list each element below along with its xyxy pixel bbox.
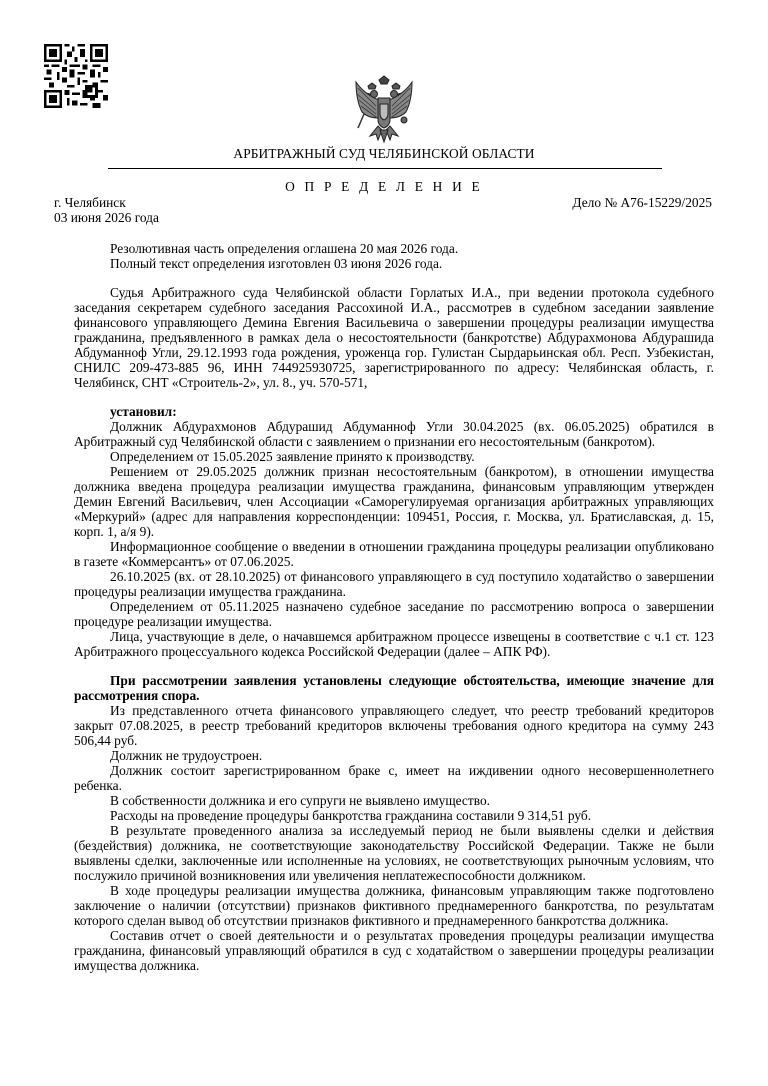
paragraph: Из представленного отчета финансового управляющего следует, что реестр требований кредиторов закрыт 07.08.2025, в реестр требований кредиторов включены требования одного кредитора на сумму 243 506,44 руб. — [74, 703, 714, 748]
document-type-title: О П Р Е Д Е Л Е Н И Е — [285, 179, 483, 194]
city: г. Челябинск — [54, 195, 126, 210]
paragraph: Лица, участвующие в деле, о начавшемся арбитражном процессе извещены в соответствие с ч.1 ст. 123 Арбитражного процессуального кодекса Российской Федерации (далее – АПК РФ). — [74, 629, 714, 659]
paragraph: Составив отчет о своей деятельности и о результатах проведения процедуры реализации имущества гражданина, финансовый управляющий обратился в суд с ходатайством о завершении процедуры реализации имущества должника. — [74, 928, 714, 973]
case-number: Дело № А76-15229/2025 — [572, 195, 712, 210]
paragraph: Должник состоит зарегистрированном браке с, имеет на иждивении одного несовершеннолетнего ребенка. — [74, 763, 714, 793]
circumstances-heading: При рассмотрении заявления установлены следующие обстоятельства, имеющие значение для рассмотрения спора. — [74, 673, 714, 703]
paragraph: В собственности должника и его супруги не выявлено имущество. — [110, 793, 490, 808]
intro-paragraph: Судья Арбитражного суда Челябинской области Горлатых И.А., при ведении протокола судебного заседания секретарем судебного заседания Рассохиной И.А., рассмотрев в судебном заседании заявление финансового управляющего Демина Евгения Васильевича о завершении процедуры реализации имущества гражданина, предъявленного в рамках дела о несостоятельности (банкротстве) Абдурахмонова Абдурашида Абдуманноф Угли, 29.12.1993 года рождения, уроженца гор. Гулистан Сырдарьинская обл. Респ. Узбекистан, СНИЛС 209-473-885 96, ИНН 744925930725, зарегистрированного по адресу: Челябинская область, г. Челябинск, СНТ «Строитель-2», ул. 8., уч. 570-571, — [74, 285, 714, 390]
paragraph: В ходе процедуры реализации имущества должника, финансовым управляющим также подготовлено заключение о наличии (отсутствии) признаков фиктивного преднамеренного банкротства, по результатам которого сделан вывод об отсутствии признаков фиктивного и преднамеренного банкротства должника. — [74, 883, 714, 928]
qr-code-icon — [44, 44, 108, 108]
russian-coat-of-arms-icon — [352, 74, 416, 146]
established-heading: установил: — [110, 404, 177, 419]
paragraph: Определением от 05.11.2025 назначено судебное заседание по рассмотрению вопроса о завершении процедуре реализации имущества. — [74, 599, 714, 629]
document-date: 03 июня 2026 года — [54, 210, 159, 225]
paragraph: Должник не трудоустроен. — [110, 748, 263, 763]
paragraph: Должник Абдурахмонов Абдурашид Абдуманноф Угли 30.04.2025 (вх. 06.05.2025) обратился в Арбитражный суд Челябинской области с заявлением о признании его несостоятельным (банкротом). — [74, 419, 714, 449]
paragraph: Информационное сообщение о введении в отношении гражданина процедуры реализации опубликовано в газете «Коммерсантъ» от 07.06.2025. — [74, 539, 714, 569]
paragraph: 26.10.2025 (вх. от 28.10.2025) от финансового управляющего в суд поступило ходатайство о завершении процедуры реализации имущества гражданина. — [74, 569, 714, 599]
operative-part-note: Резолютивная часть определения оглашена 20 мая 2026 года. — [110, 241, 459, 256]
document-body — [74, 241, 714, 973]
full-text-note: Полный текст определения изготовлен 03 июня 2026 года. — [110, 256, 443, 271]
paragraph: Решением от 29.05.2025 должник признан несостоятельным (банкротом), в отношении имущества должника введена процедура реализации имущества гражданина, финансовым управляющим утвержден Демин Евгений Васильевич, член Ассоциации «Саморегулируемая организация арбитражных управляющих «Меркурий» (адрес для направления корреспонденции: 109451, Россия, г. Москва, ул. Братиславская, д. 15, корп. 1, а/я 9). — [74, 464, 714, 539]
paragraph: Определением от 15.05.2025 заявление принято к производству. — [110, 449, 475, 464]
court-name: АРБИТРАЖНЫЙ СУД ЧЕЛЯБИНСКОЙ ОБЛАСТИ — [233, 146, 535, 161]
header-divider — [108, 168, 662, 169]
paragraph: В результате проведенного анализа за исследуемый период не были выявлены сделки и действия (бездействия) должника, не соответствующие законодательству Российской Федерации. Также не были выявлены сделки, заключенные или исполненные на условиях, не соответствующих рыночным условиям, что послужило причиной возникновения или увеличения неплатежеспособности должником. — [74, 823, 714, 883]
paragraph: Расходы на проведение процедуры банкротства гражданина составили 9 314,51 руб. — [110, 808, 592, 823]
